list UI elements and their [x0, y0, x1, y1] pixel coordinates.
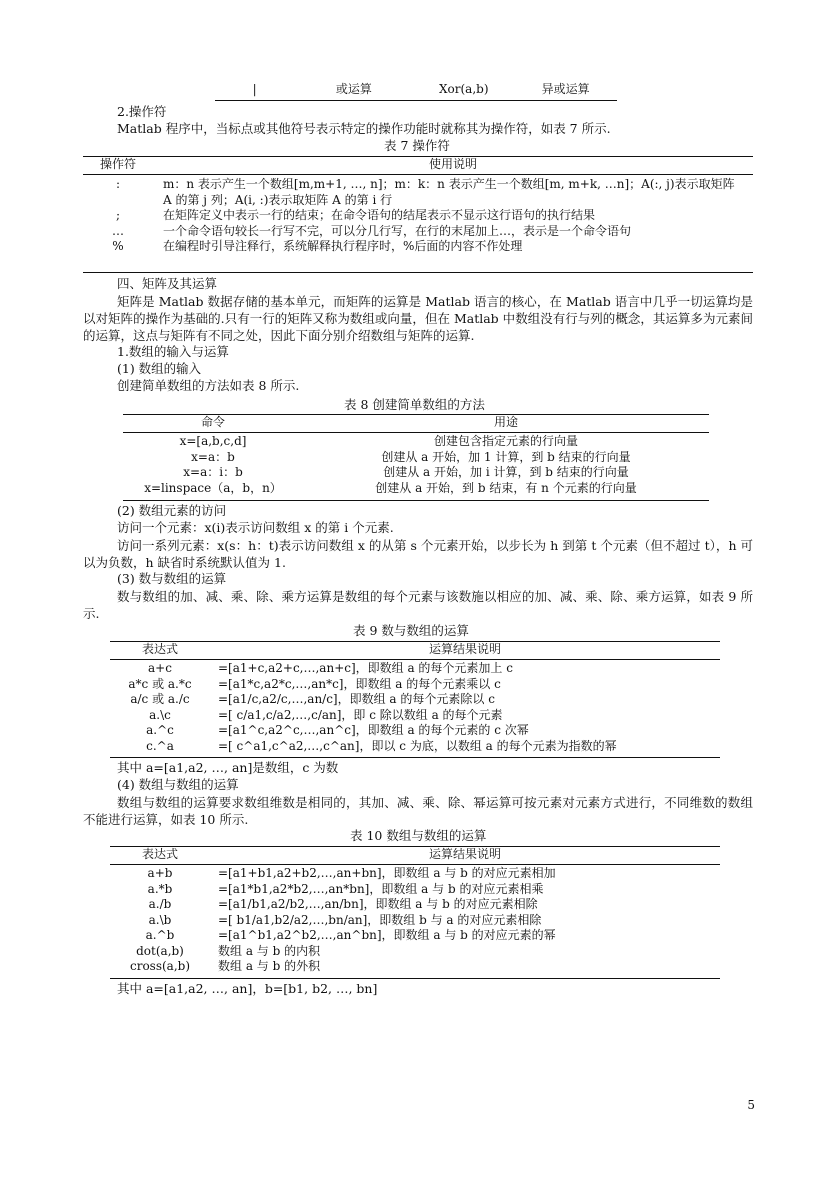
usage-cell: 创建从 a 开始，到 b 结束，有 n 个元素的行向量: [375, 480, 637, 495]
result-cell: =[ c^a1,c^a2,…,c^an]，即以 c 为底，以数组 a 的每个元素为指数的幂: [218, 738, 617, 753]
section-heading: 2.操作符: [117, 104, 167, 119]
table-row: [110, 723, 720, 739]
expression-cell: c.^a: [146, 738, 174, 753]
table-header-cell: 运算结果说明: [428, 847, 501, 861]
paragraph: 访问一个元素：x(i)表示访问数组 x 的第 i 个元素.: [117, 520, 394, 535]
expression-cell: a*c 或 a.*c: [128, 676, 192, 691]
table-row: [110, 882, 720, 898]
result-cell: =[a1*c,a2*c,…,an*c]，即数组 a 的每个元素乘以 c: [218, 676, 501, 691]
table-header-row: [110, 847, 720, 863]
top-table-bottom-rule: [215, 100, 617, 101]
table-note: 其中 a=[a1,a2, …, an]，b=[b1, b2, …, bn]: [117, 981, 378, 996]
table-caption: 表 7 操作符: [384, 138, 450, 153]
description-cell: m：n 表示产生一个数组[m,m+1, …, n]；m：k：n 表示产生一个数组[m, m+k, …n]；A(:, j)表示取矩阵 A 的第 j 列；A(i, :)表示取矩阵 A 的第 i 行: [163, 177, 735, 207]
usage-cell: 创建从 a 开始，加 1 计算，到 b 结束的行向量: [381, 449, 631, 464]
top-table-cell: 或运算: [335, 82, 372, 96]
operator-cell: :: [115, 177, 121, 191]
operator-cell: …: [112, 223, 124, 238]
table10-body: [110, 866, 720, 975]
result-cell: =[ b1/a1,b2/a2,…,bn/an]，即数组 b 与 a 的对应元素相除: [218, 912, 542, 927]
description-cell: 在矩阵定义中表示一行的结束；在命令语句的结尾表示不显示这行语句的执行结果: [163, 208, 596, 222]
expression-cell: a.^c: [146, 723, 174, 737]
table-row: [110, 959, 720, 975]
table-row: [110, 708, 720, 724]
table-row: [110, 944, 720, 960]
table9-body: [110, 661, 720, 754]
table-caption: 表 10 数组与数组的运算: [350, 828, 487, 843]
table10-header-rule: [110, 864, 720, 865]
result-cell: =[a1^b1,a2^b2,…,an^bn]，即数组 a 与 b 的对应元素的幂: [218, 928, 556, 942]
top-table-cell: 异或运算: [541, 82, 590, 96]
table7-header-rule: [83, 174, 753, 175]
table-header-row: [123, 415, 709, 431]
subsection-heading: (3) 数与数组的运算: [117, 571, 227, 586]
table-row: [123, 465, 709, 481]
table-header-cell: 表达式: [141, 847, 178, 861]
table-row: [110, 928, 720, 944]
table8-header-rule: [123, 432, 709, 433]
expression-cell: cross(a,b): [129, 959, 190, 973]
operator-cell: ;: [115, 208, 121, 222]
section-heading: 四、矩阵及其运算: [117, 276, 218, 291]
table10-bottom-rule: [110, 978, 720, 979]
table-row: [83, 208, 753, 224]
subsection-heading: 1.数组的输入与运算: [117, 344, 229, 359]
result-cell: =[a1+c,a2+c,…,an+c]，即数组 a 的每个元素加上 c: [218, 661, 513, 675]
command-cell: x=linspace（a，b，n）: [144, 480, 282, 495]
expression-cell: a.^b: [145, 928, 175, 942]
table-row: [110, 913, 720, 929]
table-header-cell: 命令: [200, 415, 225, 429]
paragraph: 数与数组的加、减、乘、除、乘方运算是数组的每个元素与该数施以相应的加、减、乘、除、乘方运算，如表 9 所示.: [83, 589, 753, 621]
expression-cell: a.\c: [149, 707, 171, 722]
table-row: [110, 661, 720, 677]
table-row: [110, 692, 720, 708]
paragraph: 访问一系列元素：x(s：h：t)表示访问数组 x 的从第 s 个元素开始，以步长为 h 到第 t 个元素（但不超过 t），h 可以为负数，h 缺省时系统默认值为 1.: [83, 538, 753, 570]
expression-cell: dot(a,b): [136, 943, 184, 958]
table7-body: [83, 177, 753, 255]
expression-cell: a+b: [147, 866, 173, 880]
top-table-cell: Xor(a,b): [439, 82, 489, 96]
command-cell: x=a：i：b: [183, 465, 243, 479]
top-table-fragment: [215, 82, 617, 98]
table-row: [123, 450, 709, 466]
table-row: [123, 481, 709, 497]
table7-bottom-rule: [83, 272, 753, 273]
paragraph: 数组与数组的运算要求数组维数是相同的，其加、减、乘、除、幂运算可按元素对元素方式进行，不同维数的数组不能进行运算，如表 10 所示.: [83, 795, 753, 827]
result-cell: =[a1/b1,a2/b2,…,an/bn]，即数组 a 与 b 的对应元素相除: [218, 897, 538, 911]
table-caption: 表 9 数与数组的运算: [353, 623, 469, 638]
table-header-row: [110, 642, 720, 658]
expression-cell: a.*b: [147, 881, 173, 896]
table-header-cell: 表达式: [141, 642, 178, 656]
usage-cell: 创建从 a 开始，加 i 计算，到 b 结束的行向量: [383, 465, 629, 479]
paragraph: 矩阵是 Matlab 数据存储的基本单元，而矩阵的运算是 Matlab 语言的核心，在 Matlab 语言中几乎一切运算均是以对矩阵的操作为基础的.只有一行的矩阵又称为数组或向量，但在 Matlab 中数组没有行与列的概念，其运算多为元素间的运算，这点与矩阵有不同之处，因此下面分别介绍数组与矩阵的运算.: [83, 294, 753, 343]
table-row: [83, 224, 753, 240]
result-cell: =[a1^c,a2^c,…,an^c]，即数组 a 的每个元素的 c 次幂: [218, 723, 529, 737]
table10: [110, 847, 720, 863]
usage-cell: 创建包含指定元素的行向量: [433, 434, 578, 448]
table8-body: [123, 434, 709, 496]
table8-bottom-rule: [123, 500, 709, 501]
table7: [83, 157, 753, 173]
top-table-cell: |: [252, 82, 257, 96]
result-cell: =[ c/a1,c/a2,…,c/an]，即 c 除以数组 a 的每个元素: [218, 707, 503, 722]
paragraph: 创建简单数组的方法如表 8 所示.: [117, 378, 300, 393]
expression-cell: a+c: [148, 661, 172, 675]
table-row: [110, 866, 720, 882]
table-caption: 表 8 创建简单数组的方法: [344, 397, 485, 412]
table-note: 其中 a=[a1,a2, …, an]是数组，c 为数: [117, 760, 339, 775]
table9-bottom-rule: [110, 757, 720, 758]
table-header-row: [83, 157, 753, 173]
expression-cell: a/c 或 a./c: [130, 692, 190, 706]
description-cell: 一个命令语句较长一行写不完，可以分几行写，在行的末尾加上…，表示是一个命令语句: [163, 223, 632, 238]
operator-cell: %: [112, 239, 124, 253]
table-row: [83, 177, 753, 208]
table-row: [83, 239, 753, 255]
result-cell: 数组 a 与 b 的外积: [218, 959, 321, 973]
table-header-cell: 用途: [493, 415, 518, 429]
page-number: 5: [747, 1098, 755, 1112]
expression-cell: a./b: [148, 897, 172, 911]
paragraph: Matlab 程序中，当标点或其他符号表示特定的操作功能时就称其为操作符，如表 7 所示.: [117, 121, 611, 136]
description-cell: 在编程时引导注释行，系统解释执行程序时，%后面的内容不作处理: [163, 239, 523, 253]
result-cell: =[a1*b1,a2*b2,…,an*bn]，即数组 a 与 b 的对应元素相乘: [218, 881, 544, 896]
table-row: [110, 897, 720, 913]
table-row: [110, 677, 720, 693]
table-header-cell: 操作符: [99, 157, 136, 171]
subsection-heading: (4) 数组与数组的运算: [117, 777, 239, 792]
table9-header-rule: [110, 659, 720, 660]
expression-cell: a.\b: [148, 912, 172, 927]
result-cell: =[a1/c,a2/c,…,an/c]，即数组 a 的每个元素除以 c: [218, 692, 495, 706]
table-header-cell: 使用说明: [428, 157, 477, 171]
table-row: [123, 434, 709, 450]
table9: [110, 642, 720, 658]
result-cell: 数组 a 与 b 的内积: [218, 943, 321, 958]
result-cell: =[a1+b1,a2+b2,…,an+bn]，即数组 a 与 b 的对应元素相加: [218, 866, 556, 880]
subsection-heading: (2) 数组元素的访问: [117, 503, 227, 518]
subsection-heading: (1) 数组的输入: [117, 361, 202, 376]
command-cell: x=a：b: [191, 449, 235, 464]
table-header-cell: 运算结果说明: [428, 642, 501, 656]
command-cell: x=[a,b,c,d]: [179, 434, 247, 448]
table-row: [110, 739, 720, 755]
table8: [123, 415, 709, 431]
